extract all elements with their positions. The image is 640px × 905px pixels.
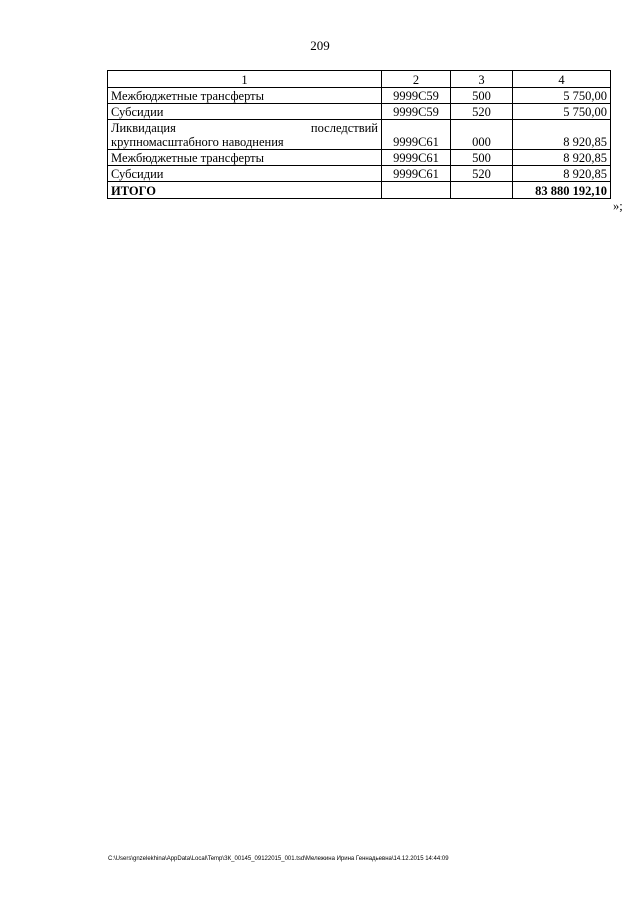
header-cell-4: 4 — [513, 71, 611, 88]
table-row — [108, 166, 611, 182]
row-kind: 500 — [451, 150, 513, 166]
table-row — [108, 104, 611, 120]
header-cell-1: 1 — [108, 71, 382, 88]
row-code: 9999С61 — [382, 150, 451, 166]
total-empty-code — [382, 182, 451, 199]
row-sum: 5 750,00 — [513, 88, 611, 104]
row-kind: 520 — [451, 166, 513, 182]
budget-table — [107, 70, 611, 199]
table-row — [108, 120, 611, 150]
table-header-row — [108, 71, 611, 88]
row-sum: 8 920,85 — [513, 150, 611, 166]
row-name: Субсидии — [108, 166, 382, 182]
total-empty-kind — [451, 182, 513, 199]
closing-quote-mark: »; — [613, 199, 623, 213]
footer-file-path: C:\Users\gnzelekhina\AppData\Local\Temp\ЗК_00145_09122015_001.tsd\Мележина Ирина Геннадьевна\14.12.2015 14:44:09 — [108, 856, 449, 862]
row-name: Межбюджетные трансферты — [108, 88, 382, 104]
row-name-line2: крупномасштабного наводнения — [111, 135, 284, 149]
row-kind: 000 — [451, 120, 513, 150]
table-row — [108, 150, 611, 166]
row-name: Субсидии — [108, 104, 382, 120]
row-name-multiline — [108, 120, 382, 150]
row-name-line1-right: последствий — [310, 121, 378, 135]
row-name-line1-left: Ликвидация — [111, 121, 176, 135]
row-sum: 5 750,00 — [513, 104, 611, 120]
header-cell-3: 3 — [451, 71, 513, 88]
row-sum: 8 920,85 — [513, 120, 611, 150]
row-code: 9999С59 — [382, 88, 451, 104]
row-sum: 8 920,85 — [513, 166, 611, 182]
header-cell-2: 2 — [382, 71, 451, 88]
table-total-row — [108, 182, 611, 199]
row-name: Межбюджетные трансферты — [108, 150, 382, 166]
row-kind: 520 — [451, 104, 513, 120]
total-label: ИТОГО — [108, 182, 382, 199]
row-code: 9999С61 — [382, 120, 451, 150]
table-row — [108, 88, 611, 104]
page-number: 209 — [310, 38, 330, 53]
row-code: 9999С59 — [382, 104, 451, 120]
row-kind: 500 — [451, 88, 513, 104]
row-code: 9999С61 — [382, 166, 451, 182]
total-sum: 83 880 192,10 — [513, 182, 611, 199]
